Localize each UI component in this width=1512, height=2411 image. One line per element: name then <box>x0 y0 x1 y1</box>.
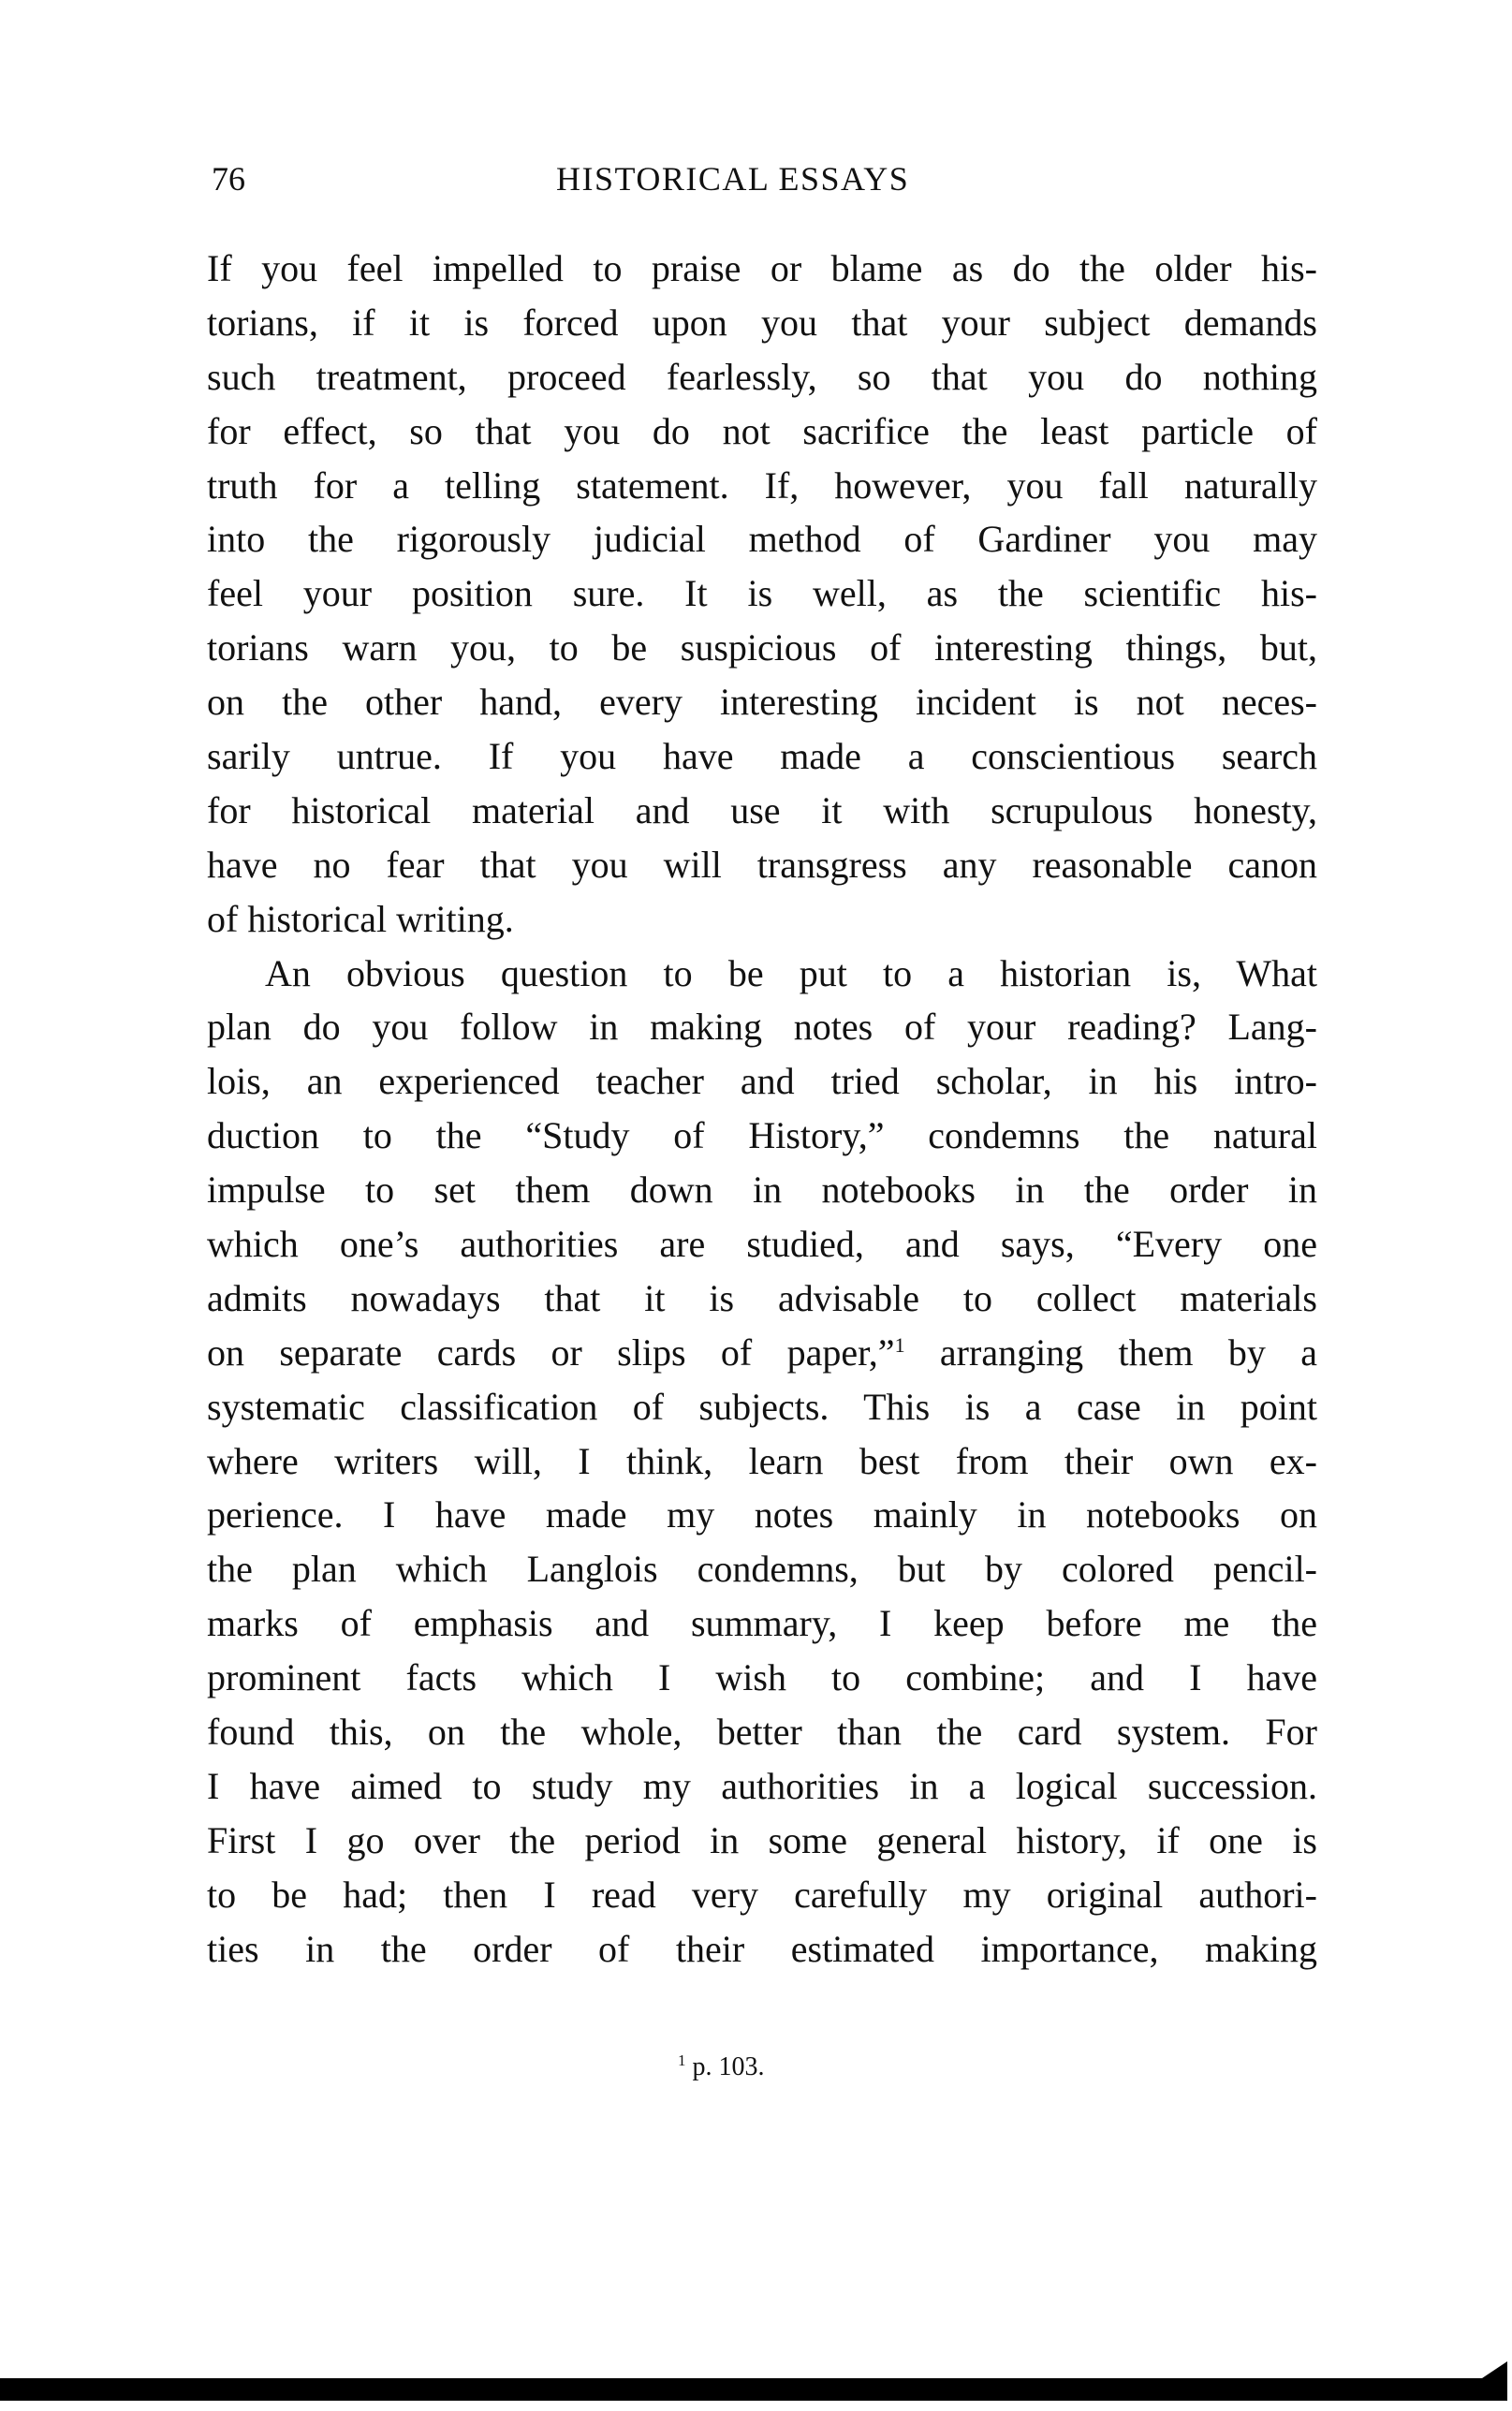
text-line: where writers will, I think, learn best from their own ex- <box>207 1439 1317 1482</box>
body-text <box>207 242 1317 1977</box>
text-line: of historical writing. <box>207 897 514 940</box>
text-line: First I go over the period in some general history, if one is <box>207 1818 1317 1861</box>
text-line: into the rigorously judicial method of Gardiner you may <box>207 518 1317 561</box>
text-line: admits nowadays that it is advisable to collect materials <box>207 1276 1317 1319</box>
footnote-text: p. 103. <box>692 2052 765 2081</box>
text-line: found this, on the whole, better than the card system. For <box>207 1711 1317 1754</box>
text-line: truth for a telling statement. If, however, you fall naturally <box>207 463 1317 507</box>
text-line: which one’s authorities are studied, and says, “Every one <box>207 1223 1317 1266</box>
text-line: torians warn you, to be suspicious of interesting things, but, <box>207 626 1317 669</box>
text-line: lois, an experienced teacher and tried scholar, in his intro- <box>207 1060 1317 1103</box>
text-line: for effect, so that you do not sacrifice the least particle of <box>207 409 1317 452</box>
footnote <box>678 2052 765 2082</box>
text-line: such treatment, proceed fearlessly, so that you do nothing <box>207 355 1317 398</box>
text-line: An obvious question to be put to a historian is, What <box>265 951 1317 994</box>
text-line: If you feel impelled to praise or blame as do the older his- <box>207 247 1317 289</box>
text-line: I have aimed to study my authorities in a logical succession. <box>207 1764 1317 1807</box>
text-line: duction to the “Study of History,” condemns the natural <box>207 1114 1317 1157</box>
page-number: 76 <box>212 160 245 198</box>
footnote-mark: 1 <box>678 2051 686 2069</box>
text-line: sarily untrue. If you have made a conscientious search <box>207 735 1317 778</box>
text-line: ties in the order of their estimated importance, making <box>207 1927 1317 1970</box>
text-line: on the other hand, every interesting incident is not neces- <box>207 681 1317 724</box>
scan-edge-tip <box>1479 2361 1507 2380</box>
text-line: prominent facts which I wish to combine; and I have <box>207 1656 1317 1699</box>
text-line: perience. I have made my notes mainly in notebooks on <box>207 1493 1317 1536</box>
text-line: torians, if it is forced upon you that your subject demands <box>207 301 1317 344</box>
text-line: to be had; then I read very carefully my original authori- <box>207 1873 1317 1916</box>
text-line: systematic classification of subjects. This is a case in point <box>207 1385 1317 1428</box>
scan-edge-bar <box>0 2378 1507 2401</box>
paragraph <box>207 947 1317 1977</box>
text-line: for historical material and use it with scrupulous honesty, <box>207 788 1317 831</box>
running-title: HISTORICAL ESSAYS <box>556 160 910 198</box>
text-line: the plan which Langlois condemns, but by colored pencil- <box>207 1548 1317 1591</box>
paragraph <box>207 242 1317 947</box>
footnote-reference: 1 <box>894 1332 905 1357</box>
text-line: on separate cards or slips of paper,”$^1$ arranging them by a <box>207 1330 1318 1374</box>
text-line: plan do you follow in making notes of your reading? Lang- <box>207 1006 1317 1049</box>
text-line: marks of emphasis and summary, I keep before me the <box>207 1602 1317 1645</box>
text-line: have no fear that you will transgress any reasonable canon <box>207 843 1317 886</box>
text-line: feel your position sure. It is well, as the scientific his- <box>207 572 1317 615</box>
running-header <box>208 159 1322 206</box>
text-line: impulse to set them down in notebooks in the order in <box>207 1169 1317 1212</box>
